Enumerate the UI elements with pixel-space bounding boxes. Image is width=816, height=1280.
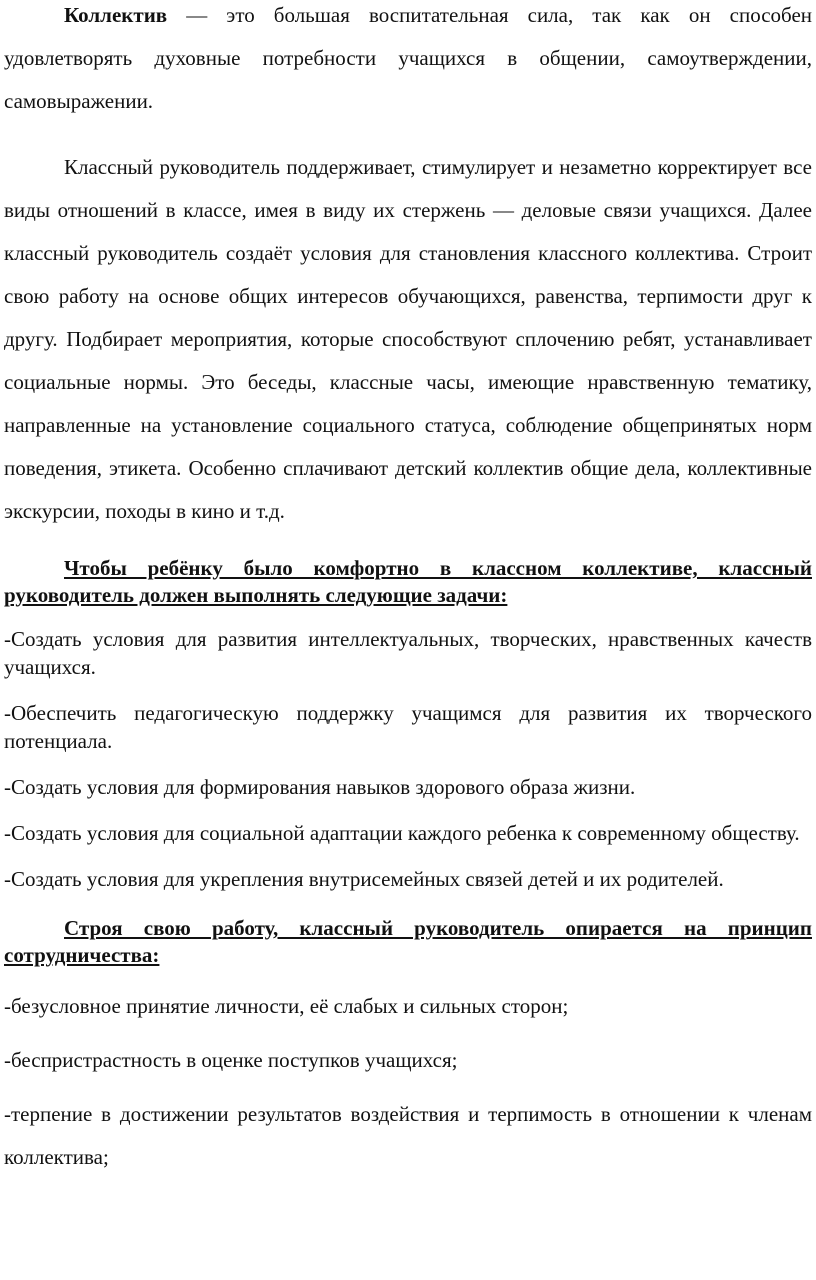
paragraph-lead-term: Коллектив [64,3,168,27]
heading-tasks: Чтобы ребёнку было комфортно в классном коллективе, классный руководитель должен выполнять следующие задачи: [4,556,812,607]
task-item-4: -Создать условия для социальной адаптации каждого ребенка к современному обществу. [4,821,800,845]
task-item-5: -Создать условия для укрепления внутрисемейных связей детей и их родителей. [4,867,724,891]
paragraph-class-teacher: Классный руководитель поддерживает, стимулирует и незаметно корректирует все виды отношений в классе, имея в виду их стержень — деловые связи учащихся. Далее классный руководитель создаёт условия для становления классного коллектива. Строит свою работу на основе общих интересов обучающихся, равенства, терпимости друг к другу. Подбирает мероприятия, которые способствуют сплочению ребят, устанавливает социальные нормы. Это беседы, классные часы, имеющие нравственную тематику, направленные на установление социального статуса, соблюдение общепринятых норм поведения, этикета. Особенно сплачивают детский коллектив общие дела, коллективные экскурсии, походы в кино и т.д. [4,155,812,523]
paragraph-body: — это большая воспитательная сила, так как он способен удовлетворять духовные потребности учащихся в общении, самоутверждении, самовыражении. [4,3,812,113]
task-item-1: -Создать условия для развития интеллектуальных, творческих, нравственных качеств учащихся. [4,627,812,679]
task-item-3: -Создать условия для формирования навыков здорового образа жизни. [4,775,636,799]
heading-principles: Строя свою работу, классный руководитель опирается на принцип сотрудничества: [4,916,812,967]
principle-item-3: -терпение в достижении результатов воздействия и терпимость в отношении к членам коллектива; [4,1102,812,1169]
paragraph-collective [0,0,816,123]
task-item-2: -Обеспечить педагогическую поддержку учащимся для развития их творческого потенциала. [4,701,812,753]
principle-item-2: -беспристрастность в оценке поступков учащихся; [4,1048,458,1072]
principle-item-1: -безусловное принятие личности, её слабых и сильных сторон; [4,994,569,1018]
